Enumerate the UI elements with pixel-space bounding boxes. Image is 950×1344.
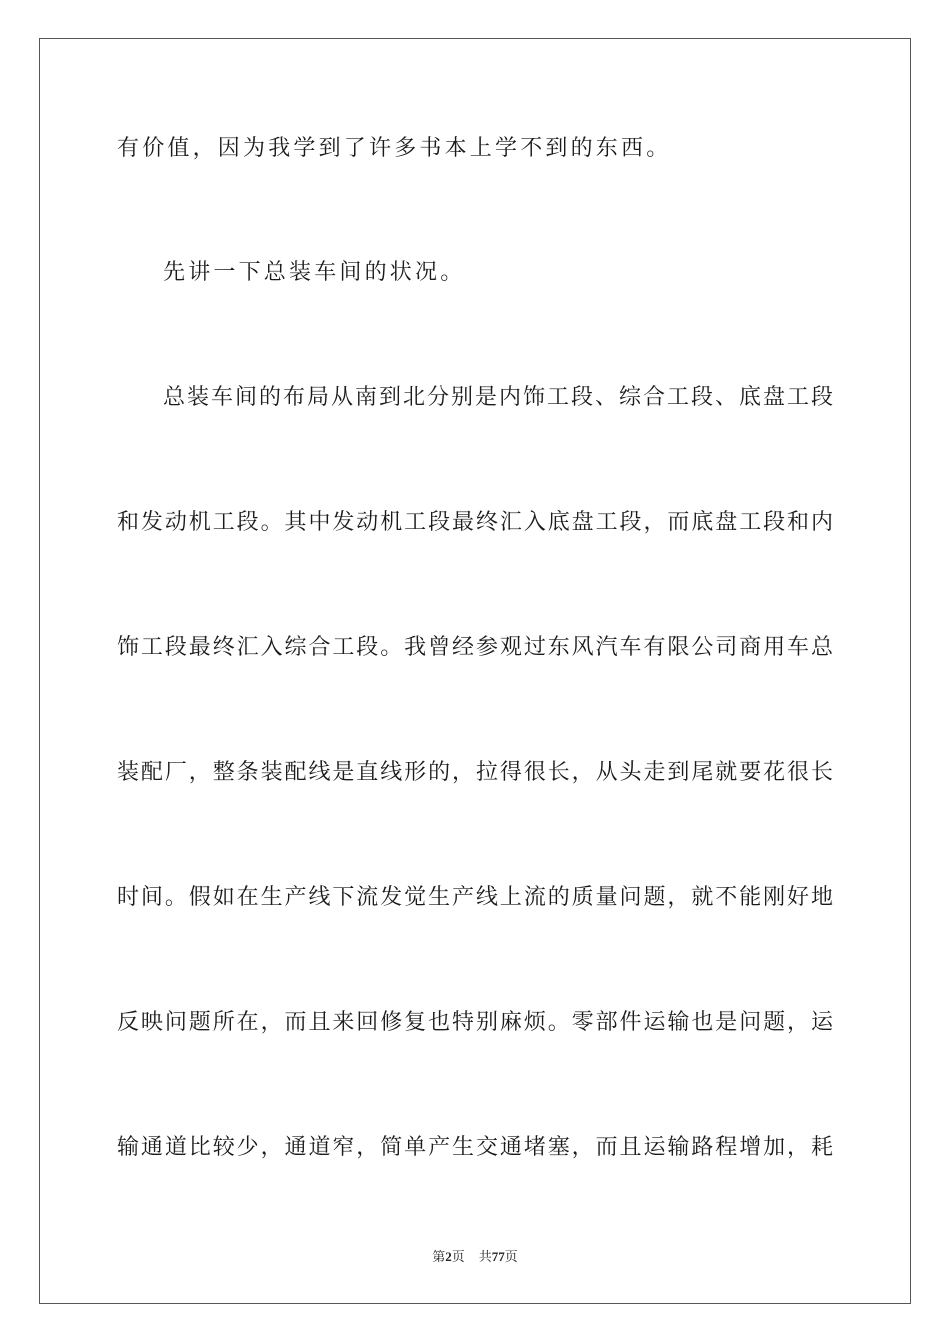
total-pages: 77 [491,1249,505,1264]
text-line-9: 输通道比较少，通道窄，简单产生交通堵塞，而且运输路程增加，耗 [117,1135,833,1160]
page-number: 2 [445,1249,452,1264]
text-line-4: 和发动机工段。其中发动机工段最终汇入底盘工段，而底盘工段和内 [117,510,833,535]
page-footer [0,1248,950,1267]
text-line-3: 总装车间的布局从南到北分别是内饰工段、综合工段、底盘工段 [163,385,833,410]
page-border [39,38,911,1304]
page-suffix: 页 [451,1250,465,1265]
text-line-5: 饰工段最终汇入综合工段。我曾经参观过东风汽车有限公司商用车总 [117,635,833,660]
page-prefix: 第 [432,1250,446,1265]
text-line-6: 装配厂，整条装配线是直线形的，拉得很长，从头走到尾就要花很长 [117,760,833,785]
text-line-2: 先讲一下总装车间的状况。 [163,260,466,285]
text-line-7: 时间。假如在生产线下流发觉生产线上流的质量问题，就不能刚好地 [117,885,833,910]
total-prefix: 共 [478,1250,492,1265]
total-suffix: 页 [504,1250,518,1265]
text-line-8: 反映问题所在，而且来回修复也特别麻烦。零部件运输也是问题，运 [117,1010,833,1035]
text-line-1: 有价值，因为我学到了许多书本上学不到的东西。 [117,136,672,161]
